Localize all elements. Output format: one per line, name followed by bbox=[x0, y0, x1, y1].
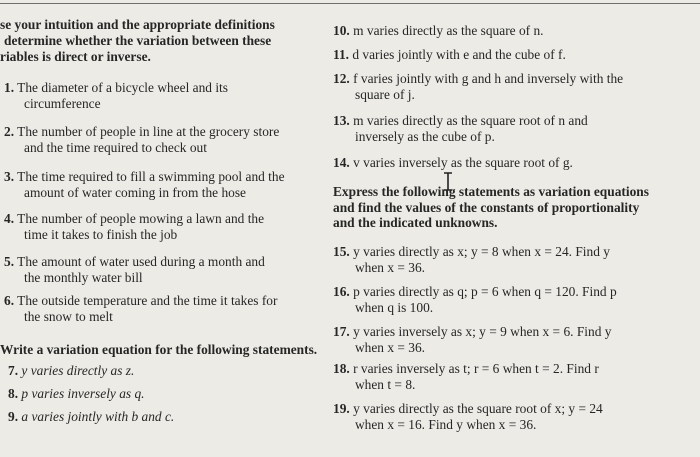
top-rule bbox=[0, 3, 700, 4]
list-item: 13. m varies directly as the square root of n and inversely as the cube of p. bbox=[333, 113, 588, 144]
list-item: 9. a varies jointly with b and c. bbox=[8, 409, 175, 424]
list-item: 11. d varies jointly with e and the cube of f. bbox=[333, 47, 566, 62]
intro-line-3: riables is direct or inverse. bbox=[0, 49, 151, 64]
list-item: 10. m varies directly as the square of n. bbox=[333, 23, 544, 38]
list-item: 12. f varies jointly with g and h and inversely with the square of j. bbox=[333, 71, 624, 102]
list-item: 8. p varies inversely as q. bbox=[8, 386, 145, 401]
list-item: 2. The number of people in line at the grocery store and the time required to check out bbox=[4, 124, 280, 155]
list-item: 19. y varies directly as the square root of x; y = 24 when x = 16. Find y when x = 36. bbox=[333, 401, 603, 432]
list-item: 4. The number of people mowing a lawn and the time it takes to finish the job bbox=[4, 211, 265, 242]
list-item: 6. The outside temperature and the time it takes for the snow to melt bbox=[4, 293, 278, 324]
list-item: 18. r varies inversely as t; r = 6 when t = 2. Find r when t = 8. bbox=[333, 361, 599, 392]
list-item: 3. The time required to fill a swimming pool and the amount of water coming in from the hose bbox=[4, 169, 285, 200]
write-heading: Write a variation equation for the following statements. bbox=[0, 342, 318, 357]
intro-line-1: se your intuition and the appropriate definitions bbox=[0, 17, 275, 32]
list-item: 17. y varies inversely as x; y = 9 when x = 6. Find y when x = 36. bbox=[333, 324, 612, 355]
list-item: 5. The amount of water used during a month and the monthly water bill bbox=[4, 254, 265, 285]
text-cursor-icon bbox=[443, 172, 453, 191]
list-item: 7. y varies directly as z. bbox=[8, 363, 135, 378]
list-item: 1. The diameter of a bicycle wheel and its circumference bbox=[4, 80, 228, 111]
list-item: 16. p varies directly as q; p = 6 when q = 120. Find p when q is 100. bbox=[333, 284, 617, 315]
express-heading: Express the following statements as variation equations and find the values of the constants of proportionality and the indicated unknowns. bbox=[333, 184, 649, 230]
list-item: 15. y varies directly as x; y = 8 when x = 24. Find y when x = 36. bbox=[333, 244, 610, 275]
intro-line-2: determine whether the variation between these bbox=[4, 33, 272, 48]
list-item: 14. v varies inversely as the square root of g. bbox=[333, 155, 573, 170]
